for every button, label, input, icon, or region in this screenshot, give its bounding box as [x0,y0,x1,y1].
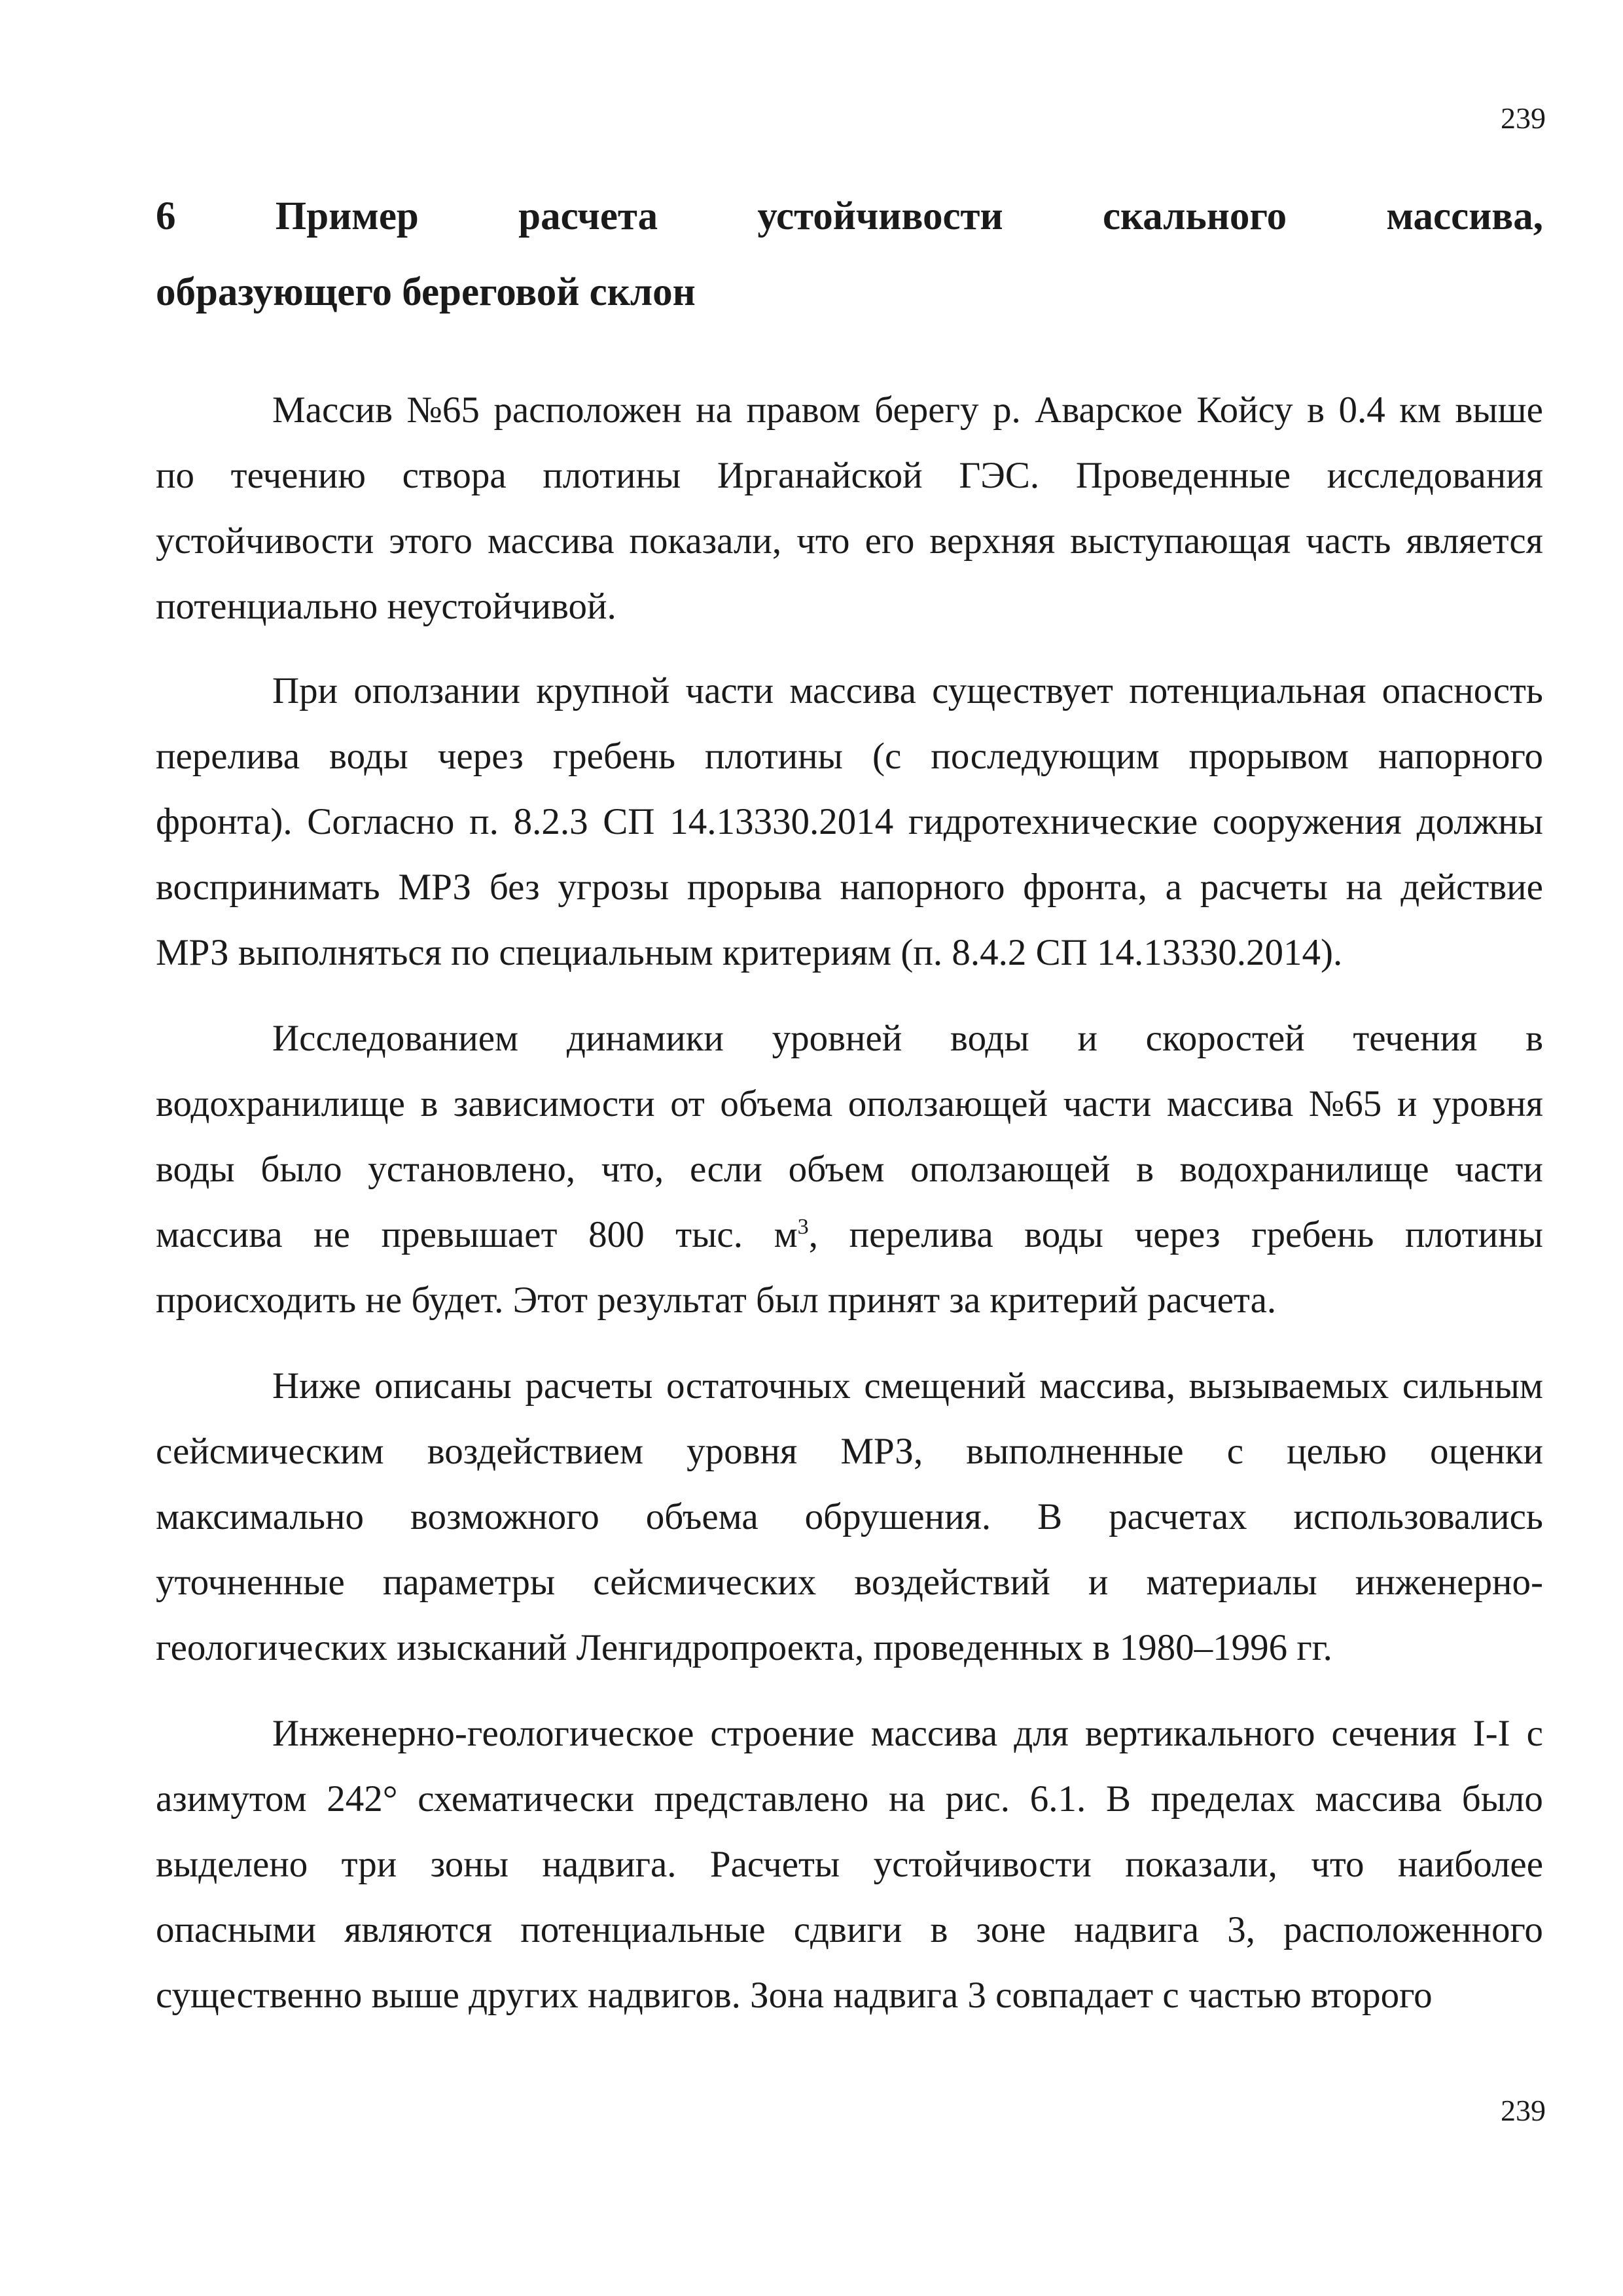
paragraph-line: потенциально неустойчивой. [156,586,616,627]
paragraph-line: массива не превышает 800 тыс. $м^3$, перелива воды через гребень плотины [156,1214,1543,1255]
paragraph-line: опасными являются потенциальные сдвиги в зоне надвига 3, расположенного [156,1909,1543,1950]
paragraph-line: геологических изысканий Ленгидропроекта, проведенных в 1980–1996 гг. [156,1627,1332,1668]
page-number-top: 239 [1501,101,1546,135]
paragraph-line: азимутом 242° схематически представлено на рис. 6.1. В пределах массива было [156,1778,1543,1820]
paragraph-line: перелива воды через гребень плотины (с последующим прорывом напорного [156,736,1543,777]
paragraph-line: водохранилище в зависимости от объема оползающей части массива №65 и уровня [156,1083,1543,1124]
paragraph-line: по течению створа плотины Ирганайской ГЭС. Проведенные исследования [156,455,1543,496]
paragraph-line: Исследованием динамики уровней воды и скоростей течения в [272,1018,1543,1059]
heading-line: 6 Пример расчета устойчивости скального массива, [156,194,1543,238]
paragraph-line: выделено три зоны надвига. Расчеты устойчивости показали, что наиболее [156,1844,1543,1885]
paragraph-line: существенно выше других надвигов. Зона надвига 3 совпадает с частью второго [156,1975,1433,2016]
paragraph-line: воспринимать МРЗ без угрозы прорыва напорного фронта, а расчеты на действие [156,867,1543,908]
paragraph-line: происходить не будет. Этот результат был принят за критерий расчета. [156,1280,1277,1321]
paragraph-line: При оползании крупной части массива существует потенциальная опасность [272,670,1543,711]
paragraph-line: Инженерно-геологическое строение массива для вертикального сечения I-I с [272,1713,1543,1754]
heading-line: образующего береговой склон [156,270,696,314]
paragraph-line: воды было установлено, что, если объем оползающей в водохранилище части [156,1149,1543,1190]
paragraph-line: Массив №65 расположен на правом берегу р. Аварское Койсу в 0.4 км выше [272,389,1543,431]
page-number-bottom: 239 [1501,2094,1546,2127]
paragraph-line: устойчивости этого массива показали, что его верхняя выступающая часть является [156,520,1543,562]
paragraph-line: максимально возможного объема обрушения. В расчетах использовались [156,1496,1543,1537]
paragraph-line: сейсмическим воздействием уровня МРЗ, выполненные с целью оценки [156,1431,1543,1472]
paragraph-line: уточненные параметры сейсмических воздействий и материалы инженерно- [156,1562,1543,1603]
paragraph-line: фронта). Согласно п. 8.2.3 СП 14.13330.2014 гидротехнические сооружения должны [156,801,1543,842]
paragraph-line: Ниже описаны расчеты остаточных смещений массива, вызываемых сильным [272,1365,1543,1407]
paragraph-line: МРЗ выполняться по специальным критериям (п. 8.4.2 СП 14.13330.2014). [156,932,1343,973]
